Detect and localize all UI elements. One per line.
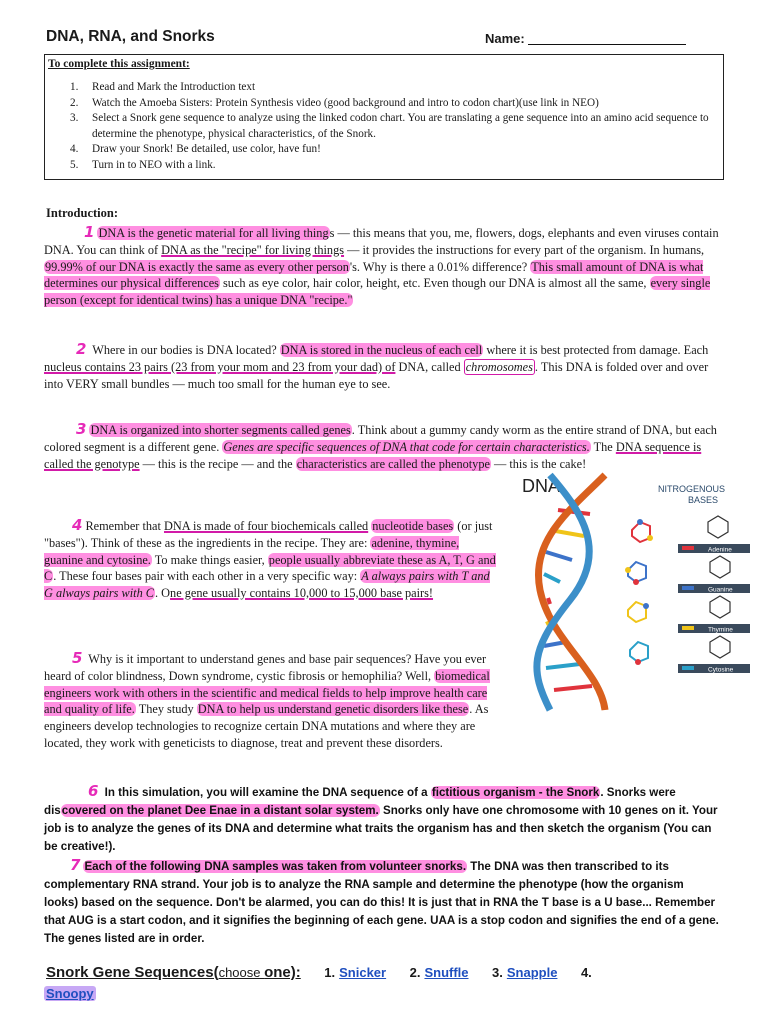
handwritten-number: 5 (72, 649, 83, 667)
text: Where in our bodies is DNA located? (89, 343, 280, 357)
name-label: Name: (485, 31, 525, 46)
intro-paragraph-1 (44, 224, 719, 309)
base-label-thymine: Thymine (708, 626, 733, 634)
text: Why is it important to understand genes and base pair sequences? Have you ever heard of color blindness, Down syndrome, cystic fibrosis or hemophilia? Well, (44, 652, 487, 683)
highlight: A always pairs with T and G always pairs with C (44, 569, 490, 601)
intro-paragraph-2 (44, 341, 719, 392)
assignment-item (70, 96, 710, 112)
text: where it is best protected from damage. Each (483, 343, 709, 357)
handwritten-number: 7 (70, 856, 81, 874)
text: such as eye color, hair color, height, etc. Even though our DNA is almost all the same, (219, 276, 650, 291)
text: The DNA was then transcribed to its complementary RNA strand. Your job is to analyze the RNA sample and determine the phenotype (how the organism looks) based on the sequence. Don't be alarmed, you can do this! It is just that in RNA the T base is a U base... Remember that AUG is a start codon, and it signifies the beginning of each gene. UAA is a stop codon and signifies the end of a gene. The genes listed are in order. (44, 860, 719, 945)
handwritten-number: 4 (72, 516, 83, 534)
assignment-list (70, 80, 710, 173)
text: Remember that (85, 519, 164, 533)
text: s — this means that you, me, flowers, dogs, elephants and even viruses contain DNA. You can think of (44, 226, 719, 257)
handwritten-number: 6 (88, 782, 99, 800)
base-label-cytosine: Cytosine (708, 666, 734, 674)
nitrogenous-base-molecules (625, 519, 653, 665)
highlight: DNA to help us understand genetic disorders like these (197, 702, 469, 717)
underline: DNA sequence is called the genotype (44, 439, 702, 471)
assignment-item (70, 158, 710, 174)
handwritten-number: 3 (76, 420, 87, 438)
gene-link-snuffle[interactable]: Snuffle (424, 965, 469, 980)
gene-sequences-row (46, 964, 726, 982)
text: . O (155, 586, 171, 601)
dna-label: DNA (522, 476, 561, 496)
highlight: DNA is organized into shorter segments called genes (90, 423, 351, 437)
text: . This DNA is folded over and over into VERY small bundles — much too small for the human eye to see. (44, 359, 709, 391)
option-number: 4. (580, 965, 592, 980)
text: — this is the recipe — and the (139, 456, 296, 471)
intro-paragraph-4 (44, 517, 496, 602)
item-text: Select a Snork gene sequence to analyze using the linked codon chart. You are translating a gene sequence into an amino acid sequence to determine the phenotype, physical characteristics, of the Snork. (92, 112, 709, 140)
option-number: 1. (324, 965, 336, 980)
dna-helix-illustration (510, 470, 760, 715)
highlight: every single person (except for identical twins) has a unique DNA "recipe." (44, 276, 711, 308)
item-number: 3. (70, 112, 79, 124)
highlight: biomedical engineers work with others in the scientific and medical fields to help improve health care and quality of life. (44, 668, 490, 717)
handwritten-number: 1 (84, 223, 95, 241)
highlight: Genes are specific sequences of DNA that code for certain characteristics. (223, 439, 590, 454)
assignment-item (70, 80, 710, 96)
item-number: 2. (70, 96, 79, 109)
text: To make things easier, (151, 552, 268, 567)
item-number: 1. (70, 81, 79, 93)
option-number: 2. (409, 965, 421, 980)
text: DNA, called (395, 359, 464, 374)
base-label-adenine: Adenine (708, 546, 732, 554)
item-text: Watch the Amoeba Sisters: Protein Synthesis video (good background and intro to codon chart)(use link in NEO) (92, 96, 599, 109)
text: Snorks only have one chromosome with 10 genes on it. Your job is to analyze the genes of its DNA and determine what traits the organism has and then sketch the organism (You can be creative!). (44, 804, 718, 853)
intro-paragraph-3 (44, 421, 719, 472)
text: 's. Why is there a 0.01% difference? (349, 259, 531, 274)
text: — this is the cake! (490, 456, 587, 471)
bases-title-line-2: BASES (688, 495, 719, 505)
assignment-item (70, 111, 710, 142)
name-field-line[interactable] (528, 44, 686, 45)
gene-link-snicker[interactable]: Snicker (339, 965, 387, 980)
text: In this simulation, you will examine the DNA sequence of a (101, 786, 431, 799)
highlight: This small amount of DNA is what determines our physical differences (44, 259, 704, 291)
highlight: fictitious organism - the Snork (431, 786, 600, 799)
gene-link-snapple[interactable]: Snapple (506, 965, 558, 980)
highlight: DNA is stored in the nucleus of each cell (280, 343, 483, 357)
text: They study (135, 702, 197, 717)
text: . Snorks were dis (44, 786, 676, 817)
highlight: DNA is the genetic material for all living thing (98, 226, 329, 240)
item-text: Draw your Snork! Be detailed, use color, have fun! (92, 143, 321, 155)
highlight: nucleotide bases (372, 519, 454, 533)
text: The (590, 439, 616, 454)
text: . As engineers develop technologies to recognize certain DNA mutations and where they are located, they work with geneticists to diagnose, treat and prevent these disorders. (44, 702, 489, 750)
underline: nucleus contains 23 pairs (23 from your mom and 23 from your dad) of (44, 359, 396, 374)
underline: ne gene usually contains 10,000 to 15,000 base pairs! (170, 586, 434, 601)
bases-title-line-1: NITROGENOUS (658, 484, 726, 494)
assignment-item (70, 142, 710, 158)
intro-paragraph-7 (44, 856, 719, 948)
underline: DNA as the "recipe" for living things (161, 242, 345, 257)
gene-link-snoopy[interactable]: Snoopy (46, 986, 94, 1001)
text: . Think about a gummy candy worm as the entire strand of DNA, but each colored segment is a different gene. (44, 423, 717, 454)
option-number: 3. (492, 965, 503, 980)
underline: DNA is made of four biochemicals called (163, 519, 369, 533)
item-text: Turn in to NEO with a link. (92, 158, 216, 171)
item-number: 4. (70, 143, 79, 155)
dna-diagram (510, 470, 760, 715)
item-number: 5. (70, 158, 79, 171)
highlight: characteristics are called the phenotype (296, 456, 490, 471)
text: . These four bases pair with each other in a very specific way: (53, 569, 361, 584)
introduction-heading: Introduction: (46, 206, 119, 220)
highlight: covered on the planet Dee Enae in a distant solar system. (61, 804, 379, 817)
highlight: adenine, thymine, guanine and cytosine. (44, 535, 460, 567)
assignment-heading: To complete this assignment: (48, 58, 190, 70)
intro-paragraph-6 (44, 782, 719, 856)
page-title: DNA, RNA, and Snorks (46, 28, 215, 45)
gene-sequences-heading: Snork Gene Sequences(choose one): (46, 964, 301, 981)
item-text: Read and Mark the Introduction text (92, 81, 256, 93)
intro-paragraph-5 (44, 650, 496, 752)
handwritten-number: 2 (76, 340, 87, 358)
text: — it provides the instructions for every part of the organism. In humans, (344, 242, 705, 257)
highlight: Each of the following DNA samples was taken from volunteer snorks. (84, 860, 467, 873)
highlight: people usually abbreviate these as A, T, G and C (44, 552, 496, 584)
text: (or just "bases"). Think of these as the ingredients in the recipe. They are: (44, 519, 493, 550)
base-label-guanine: Guanine (708, 586, 733, 594)
boxed-term: chromosomes (465, 359, 533, 374)
highlight: 99.99% of our DNA is exactly the same as every other person (45, 259, 349, 274)
